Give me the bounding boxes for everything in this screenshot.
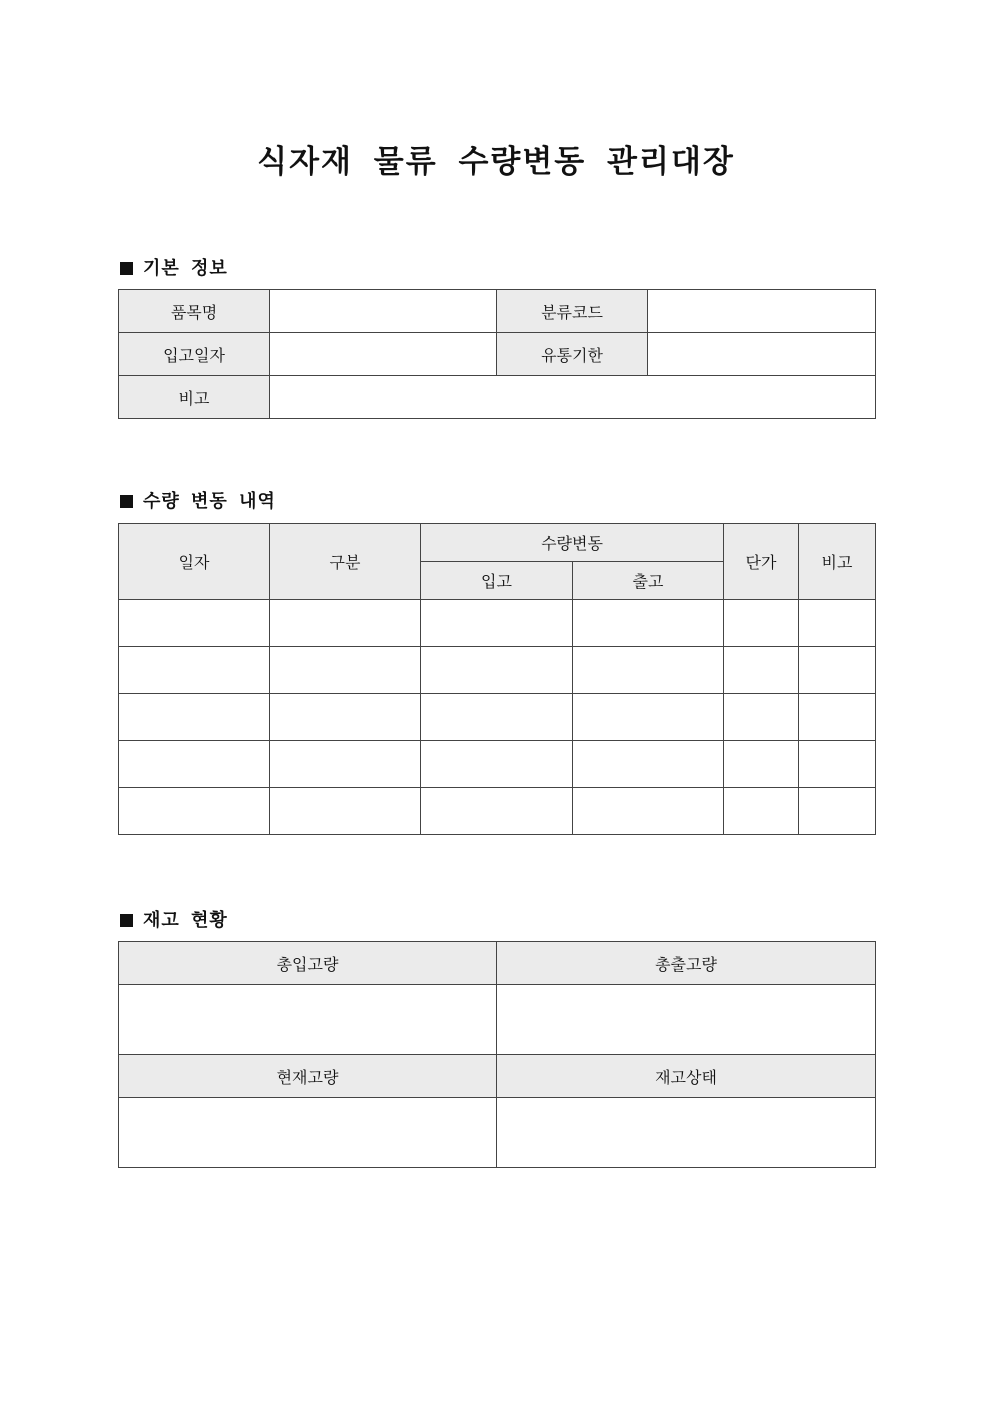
date-cell[interactable] bbox=[119, 647, 270, 694]
section-label: 수량 변동 내역 bbox=[143, 491, 276, 512]
section-label: 재고 현황 bbox=[143, 910, 228, 931]
outbound-cell[interactable] bbox=[573, 694, 724, 741]
remarks-cell[interactable] bbox=[799, 741, 876, 788]
table-row bbox=[119, 694, 876, 741]
section-heading-change bbox=[120, 487, 276, 513]
square-bullet-icon bbox=[120, 495, 133, 508]
remarks-cell[interactable] bbox=[799, 694, 876, 741]
basic-info-table bbox=[118, 289, 876, 419]
expiry-label: 유통기한 bbox=[497, 333, 648, 376]
current-stock-label: 현재고량 bbox=[119, 1055, 497, 1098]
table-row bbox=[119, 600, 876, 647]
category-code-field[interactable] bbox=[648, 290, 876, 333]
outbound-cell[interactable] bbox=[573, 788, 724, 835]
header-outbound: 출고 bbox=[573, 562, 724, 600]
item-name-label: 품목명 bbox=[119, 290, 270, 333]
inbound-cell[interactable] bbox=[421, 788, 573, 835]
quantity-change-table bbox=[118, 523, 876, 835]
unit-price-cell[interactable] bbox=[724, 600, 799, 647]
type-cell[interactable] bbox=[270, 600, 421, 647]
outbound-cell[interactable] bbox=[573, 600, 724, 647]
expiry-field[interactable] bbox=[648, 333, 876, 376]
category-code-label: 분류코드 bbox=[497, 290, 648, 333]
inbound-cell[interactable] bbox=[421, 600, 573, 647]
date-cell[interactable] bbox=[119, 741, 270, 788]
receipt-date-field[interactable] bbox=[270, 333, 497, 376]
type-cell[interactable] bbox=[270, 647, 421, 694]
header-date: 일자 bbox=[119, 524, 270, 600]
section-heading-stock bbox=[120, 906, 228, 932]
outbound-cell[interactable] bbox=[573, 741, 724, 788]
inbound-cell[interactable] bbox=[421, 741, 573, 788]
inbound-cell[interactable] bbox=[421, 647, 573, 694]
type-cell[interactable] bbox=[270, 694, 421, 741]
section-label: 기본 정보 bbox=[143, 258, 228, 279]
date-cell[interactable] bbox=[119, 788, 270, 835]
table-row bbox=[119, 741, 876, 788]
date-cell[interactable] bbox=[119, 694, 270, 741]
table-row bbox=[119, 647, 876, 694]
stock-status-table bbox=[118, 941, 876, 1168]
unit-price-cell[interactable] bbox=[724, 647, 799, 694]
total-out-field[interactable] bbox=[497, 985, 876, 1055]
remarks-cell[interactable] bbox=[799, 647, 876, 694]
section-heading-basic bbox=[120, 254, 228, 280]
item-name-field[interactable] bbox=[270, 290, 497, 333]
outbound-cell[interactable] bbox=[573, 647, 724, 694]
stock-status-field[interactable] bbox=[497, 1098, 876, 1168]
current-stock-field[interactable] bbox=[119, 1098, 497, 1168]
unit-price-cell[interactable] bbox=[724, 694, 799, 741]
header-qty-change: 수량변동 bbox=[421, 524, 724, 562]
total-in-label: 총입고량 bbox=[119, 942, 497, 985]
inbound-cell[interactable] bbox=[421, 694, 573, 741]
remarks-cell[interactable] bbox=[799, 788, 876, 835]
unit-price-cell[interactable] bbox=[724, 741, 799, 788]
square-bullet-icon bbox=[120, 262, 133, 275]
type-cell[interactable] bbox=[270, 741, 421, 788]
square-bullet-icon bbox=[120, 914, 133, 927]
total-out-label: 총출고량 bbox=[497, 942, 876, 985]
receipt-date-label: 입고일자 bbox=[119, 333, 270, 376]
header-unit-price: 단가 bbox=[724, 524, 799, 600]
page-title: 식자재 물류 수량변동 관리대장 bbox=[257, 144, 735, 180]
header-inbound: 입고 bbox=[421, 562, 573, 600]
total-in-field[interactable] bbox=[119, 985, 497, 1055]
remarks-cell[interactable] bbox=[799, 600, 876, 647]
header-remarks: 비고 bbox=[799, 524, 876, 600]
table-row bbox=[119, 788, 876, 835]
remarks-label: 비고 bbox=[119, 376, 270, 419]
date-cell[interactable] bbox=[119, 600, 270, 647]
header-type: 구분 bbox=[270, 524, 421, 600]
stock-status-label: 재고상태 bbox=[497, 1055, 876, 1098]
type-cell[interactable] bbox=[270, 788, 421, 835]
unit-price-cell[interactable] bbox=[724, 788, 799, 835]
remarks-field[interactable] bbox=[270, 376, 876, 419]
